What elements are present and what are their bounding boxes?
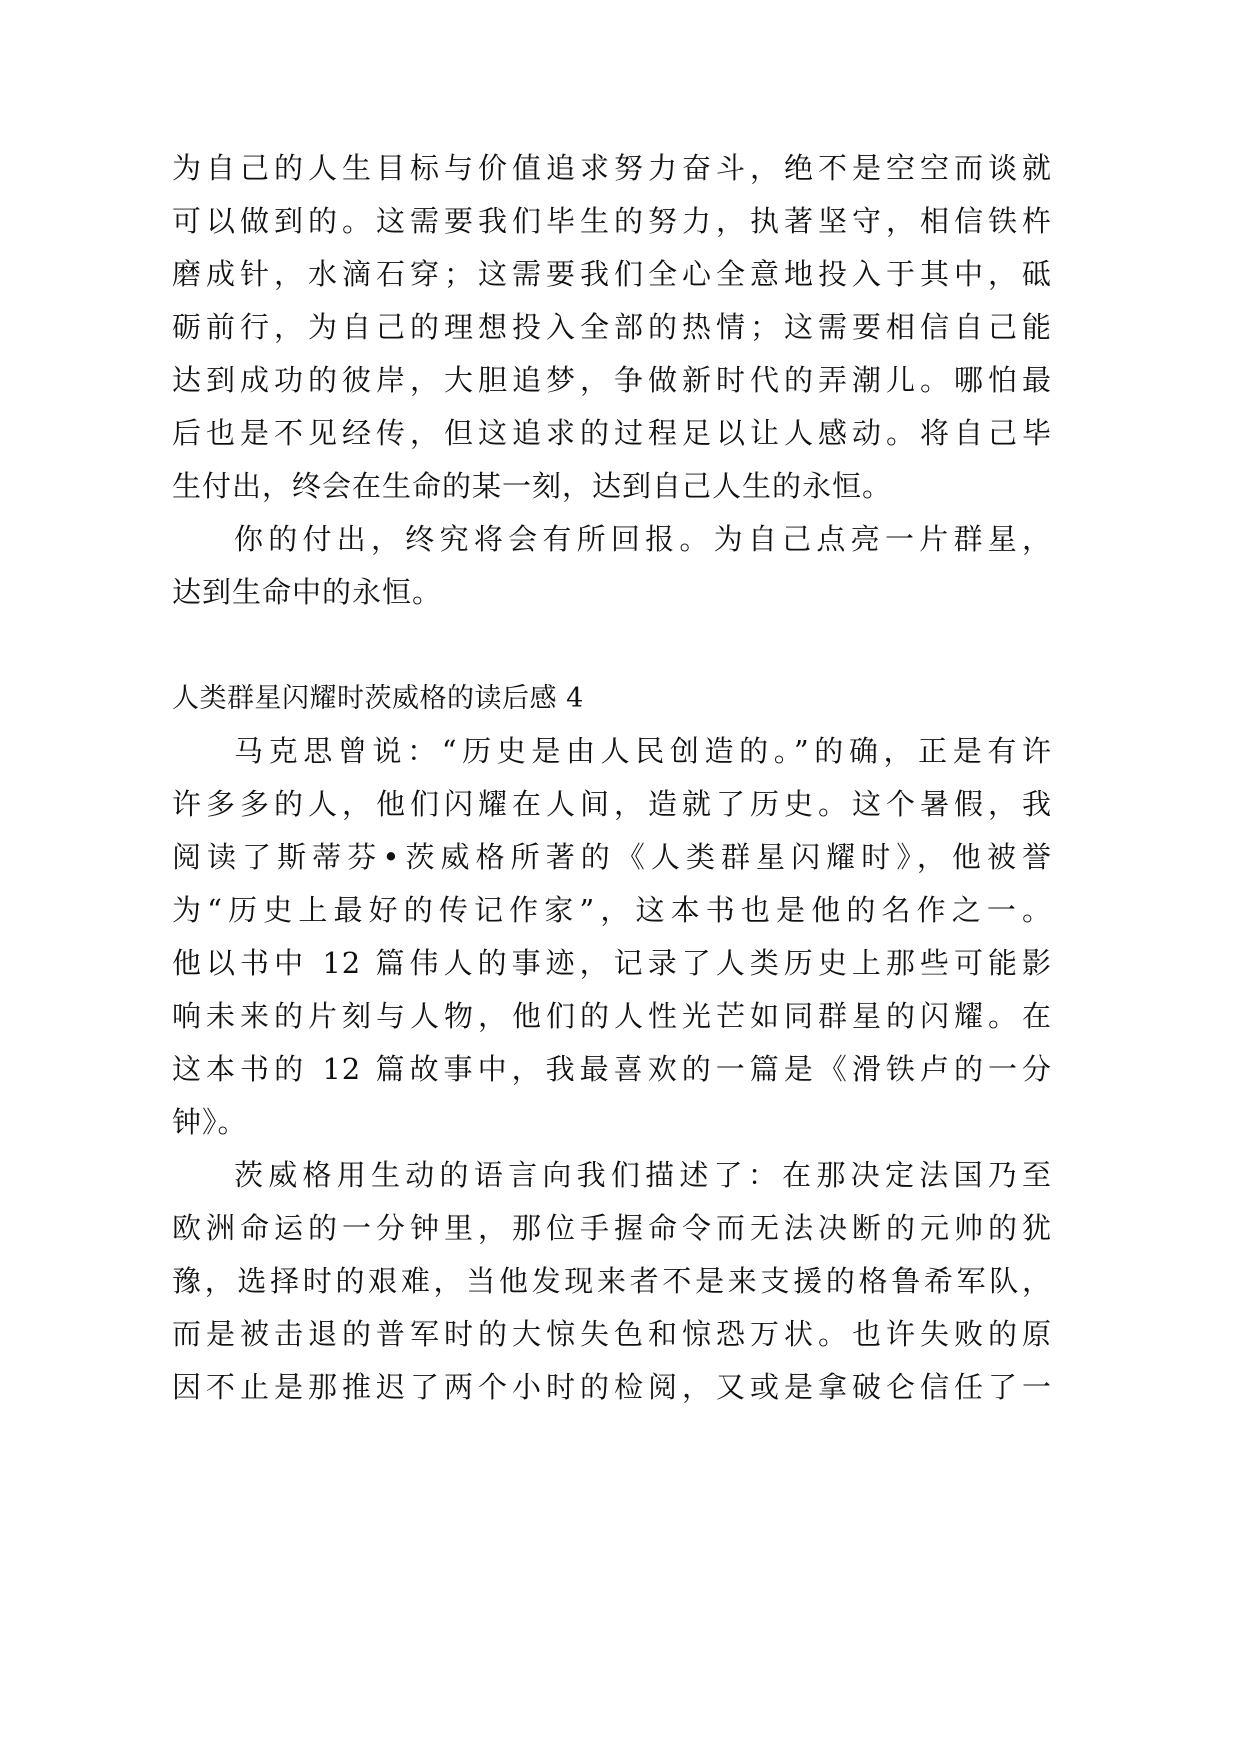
text-line: 达到成功的彼岸，大胆追梦，争做新时代的弄潮儿。哪怕最	[172, 363, 1052, 397]
text-line: 达到生命中的永恒。	[172, 575, 443, 609]
text-line: 后也是不见经传，但这追求的过程足以让人感动。将自己毕	[172, 416, 1052, 450]
text-line: 磨成针，水滴石穿；这需要我们全心全意地投入于其中，砥	[172, 257, 1052, 291]
text-line: 你的付出，终究将会有所回报。为自己点亮一片群星，	[234, 522, 1052, 556]
text-line: 马克思曾说：“历史是由人民创造的。”的确，正是有许	[234, 734, 1052, 768]
document-page	[172, 142, 1052, 1414]
text-line: 响未来的片刻与人物，他们的人性光芒如同群星的闪耀。在	[172, 999, 1052, 1033]
text-line: 这本书的 12 篇故事中，我最喜欢的一篇是《滑铁卢的一分	[172, 1052, 1052, 1086]
text-line: 许多多的人，他们闪耀在人间，造就了历史。这个暑假，我	[172, 787, 1052, 821]
text-line: 可以做到的。这需要我们毕生的努力，执著坚守，相信铁杵	[172, 204, 1052, 238]
text-line: 茨威格用生动的语言向我们描述了：在那决定法国乃至	[234, 1158, 1052, 1192]
essay-paragraph-2	[172, 1149, 1052, 1414]
text-line: 为“历史上最好的传记作家”，这本书也是他的名作之一。	[172, 893, 1052, 927]
text-line: 因不止是那推迟了两个小时的检阅，又或是拿破仑信任了一	[172, 1370, 1052, 1404]
text-line: 砺前行，为自己的理想投入全部的热情；这需要相信自己能	[172, 310, 1052, 344]
closing-paragraph	[172, 513, 1052, 619]
text-line: 欧洲命运的一分钟里，那位手握命令而无法决断的元帅的犹	[172, 1211, 1052, 1245]
text-line: 豫，选择时的艰难，当他发现来者不是来支援的格鲁希军队，	[172, 1264, 1052, 1298]
text-line: 为自己的人生目标与价值追求努力奋斗，绝不是空空而谈就	[172, 151, 1052, 185]
blank-line	[172, 619, 1052, 672]
text-line: 阅读了斯蒂芬•茨威格所著的《人类群星闪耀时》，他被誉	[172, 840, 1052, 874]
essay-paragraph-1	[172, 725, 1052, 1149]
section-heading: 人类群星闪耀时茨威格的读后感 4	[172, 683, 584, 714]
text-line: 他以书中 12 篇伟人的事迹，记录了人类历史上那些可能影	[172, 946, 1052, 980]
text-line: 而是被击退的普军时的大惊失色和惊恐万状。也许失败的原	[172, 1317, 1052, 1351]
text-line: 生付出，终会在生命的某一刻，达到自己人生的永恒。	[172, 469, 893, 503]
continued-paragraph	[172, 142, 1052, 513]
text-line: 钟》。	[172, 1105, 248, 1139]
